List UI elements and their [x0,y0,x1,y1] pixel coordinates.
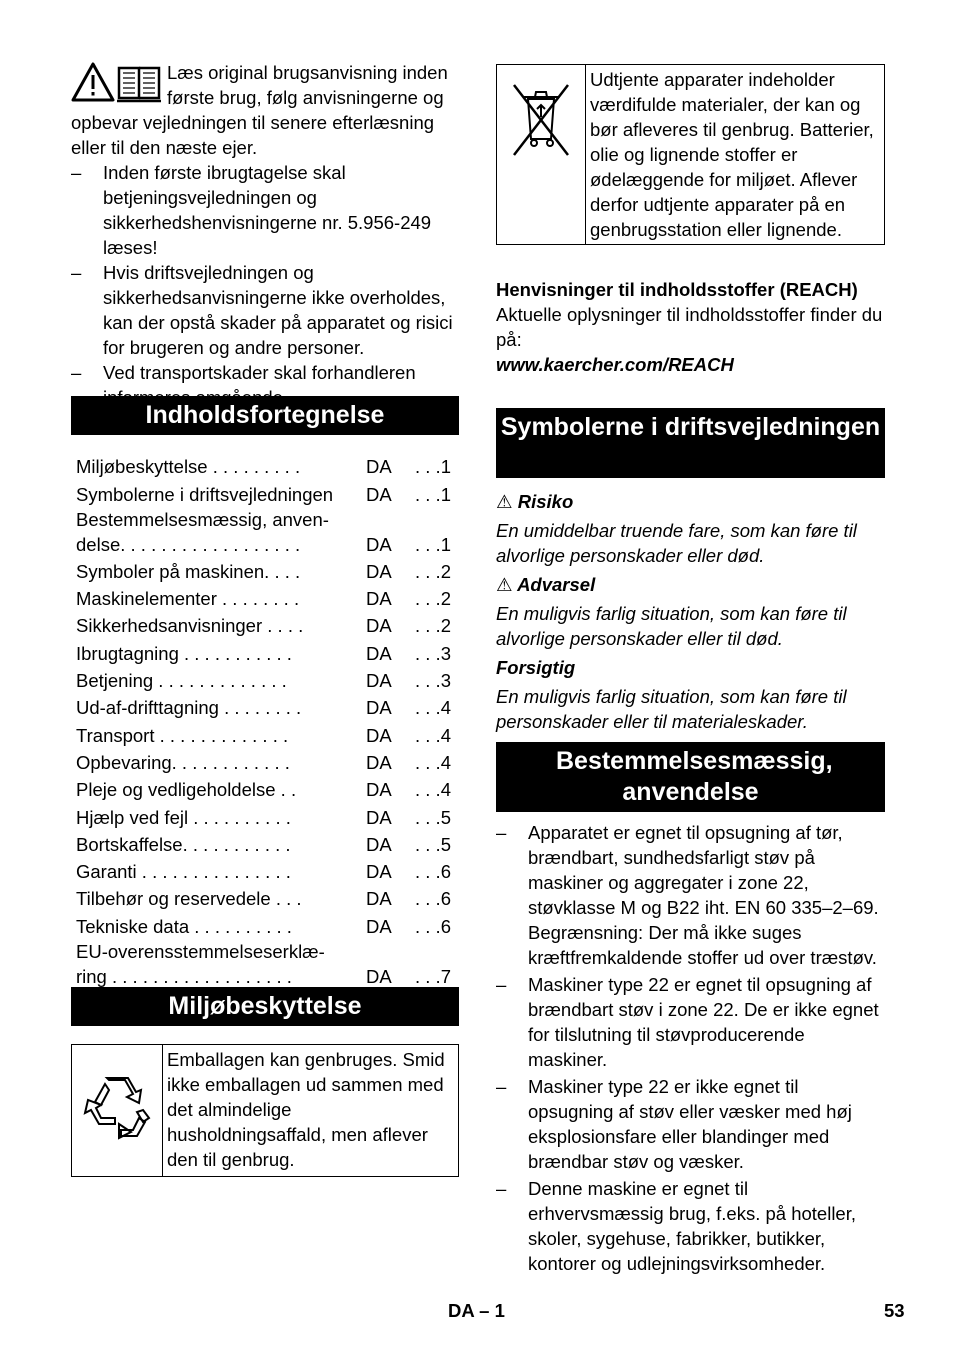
caution-label: Forsigtig [496,657,576,678]
toc-title: Tekniske data . . . . . . . . . . [76,915,292,937]
packaging-text: Emballagen kan genbruges. Smid ikke emballagen ud sammen med det almindelige husholdningsaffald, men aflever den til genbrug. [163,1045,459,1177]
intended-use-list [496,820,885,1276]
list-item: – Maskiner type 22 er egnet til opsugning af brændbart støv i zone 22. De er ikke egnet for tilslutning til støvproducerende maskiner. [496,972,885,1072]
toc-page: . . .1 [415,533,451,555]
list-item: – Apparatet er egnet til opsugning af tør, brændbart, sundhedsfarligt støv på maskiner og aggregater i zone 22, støvklasse M og B22 iht. EN 60 335–2–69. Begrænsning: Der må ikke suges kræftfremkaldende stoffer ud over træstøv. [496,820,885,970]
caution-text: En muligvis farlig situation, som kan føre til personskader eller til materialeskader. [496,686,847,732]
table-of-contents [71,452,459,989]
recycling-icon [79,1070,155,1146]
list-item: – Maskiner type 22 er ikke egnet til opsugning af støv eller væsker med høj eksplosionsfare eller blandinger med brændbar støv og væsker. [496,1074,885,1174]
symbols-heading: Symbolerne i driftsvejledningen [496,408,885,478]
toc-title: Symbolerne i driftsvejledningen [76,483,334,505]
toc-language: DA [366,697,392,719]
toc-title: Bortskaffelse. . . . . . . . . . . [76,833,291,855]
toc-language: DA [366,615,392,637]
toc-page: . . .1 [415,483,451,505]
manual-book-icon [117,68,161,101]
toc-language: DA [366,670,392,692]
toc-title: Betjening . . . . . . . . . . . . . [76,670,287,692]
intro-text: Læs original brugsanvisning inden første brug, følg anvisningerne og opbevar vejledningen til senere efterlæsning eller til den næste ejer. [71,62,448,158]
toc-row [71,668,459,693]
environment-heading: Miljøbeskyttelse [71,987,459,1026]
toc-title: Maskinelementer . . . . . . . . [76,588,300,610]
toc-page: . . .6 [415,861,451,883]
warning-label: Advarsel [517,574,596,595]
toc-page: . . .5 [415,806,451,828]
list-item: – Ved transportskader skal forhandleren [71,360,459,410]
toc-language: DA [366,806,392,828]
risk-label-line [496,489,885,514]
toc-page: . . .2 [415,560,451,582]
risk-text: En umiddelbar truende fare, som kan føre til alvorlige personskader eller død. [496,520,857,566]
toc-row [71,454,459,479]
toc-page: . . .2 [415,615,451,637]
toc-title: Ibrugtagning . . . . . . . . . . . [76,642,292,664]
toc-row [71,695,459,720]
intro-list [71,160,459,410]
toc-page: . . .7 [415,965,451,987]
toc-language: DA [366,915,392,937]
toc-page: . . .4 [415,697,451,719]
symbols-section [496,489,885,734]
list-item: – Hvis driftsvejledningen og sikkerhedsanvisningerne ikke overholdes, kan der opstå skader på apparatet og risici for brugeren og andre personer. [71,260,459,360]
toc-title: Ud-af-drifttagning . . . . . . . . [76,697,302,719]
reach-section [496,277,885,377]
toc-page: . . .5 [415,833,451,855]
crossed-bin-icon [506,77,576,161]
toc-row [71,964,459,989]
list-item: – Inden første ibrugtagelse skal betjeningsvejledningen og sikkerhedshenvisningerne nr. 5.956-249 læses! [71,160,459,260]
toc-language: DA [366,483,392,505]
reach-text: Aktuelle oplysninger til indholdsstoffer finder du på: [496,304,883,350]
page-number: 53 [884,1300,905,1321]
toc-page: . . .4 [415,724,451,746]
toc-language: DA [366,965,392,987]
warning-icon [73,64,113,100]
toc-title: Garanti . . . . . . . . . . . . . . . [76,861,291,883]
toc-language: DA [366,560,392,582]
toc-page: . . .6 [415,915,451,937]
toc-row [71,641,459,666]
toc-title: Pleje og vedligeholdelse . . [76,779,297,801]
recycling-cell [72,1045,163,1177]
disposal-box [496,64,885,245]
toc-language: DA [366,533,392,555]
toc-title: ring . . . . . . . . . . . . . . . . . . [76,965,292,987]
toc-title: Miljøbeskyttelse . . . . . . . . . [76,456,301,478]
toc-title: Transport . . . . . . . . . . . . . [76,724,289,746]
toc-title: Symboler på maskinen. . . . [76,560,301,582]
toc-page: . . .3 [415,670,451,692]
intended-use-section [496,820,885,1276]
toc-title: Bestemmelsesmæssig, anven- [76,508,329,530]
toc-row [71,914,459,939]
toc-language: DA [366,779,392,801]
toc-page: . . .4 [415,751,451,773]
toc-row [71,532,459,557]
toc-heading: Indholdsfortegnelse [71,396,459,435]
toc-language: DA [366,724,392,746]
toc-page: . . .6 [415,888,451,910]
toc-title: Opbevaring. . . . . . . . . . . . [76,751,290,773]
disposal-text: Udtjente apparater indeholder værdifulde materialer, der kan og bør afleveres til genbrug. Batterier, olie og lignende stoffer er ødelæggende for miljøet. Aflever derfor udtjente apparater på en genbrugsstation eller lignende. [586,65,885,245]
toc-language: DA [366,456,392,478]
packaging-box [71,1044,459,1177]
list-item: – Denne maskine er egnet til erhvervsmæssig brug, f.eks. på hoteller, skoler, sygehuse, fabrikker, butikker, kontorer og udlejningsvirksomheder. [496,1176,885,1276]
toc-row [71,859,459,884]
toc-row [71,805,459,830]
toc-page: . . .1 [415,456,451,478]
intro-icons [71,60,163,104]
toc-row [71,777,459,802]
toc-page: . . .2 [415,588,451,610]
toc-page: . . .4 [415,779,451,801]
footer-section-label: DA – 1 [448,1300,505,1321]
toc-title: delse. . . . . . . . . . . . . . . . . . [76,533,301,555]
toc-language: DA [366,861,392,883]
risk-label: Risiko [517,491,574,512]
warning-label-line [496,572,885,597]
intended-use-heading: Bestemmelsesmæssig, anvendelse [496,742,885,812]
warning-text: En muligvis farlig situation, som kan føre til alvorlige personskader eller til død. [496,603,847,649]
toc-title: Tilbehør og reservedele . . . [76,888,302,910]
toc-title: Sikkerhedsanvisninger . . . . [76,615,304,637]
toc-title: Hjælp ved fejl . . . . . . . . . . [76,806,291,828]
toc-row [71,939,459,964]
reach-heading: Henvisninger til indholdsstoffer (REACH) [496,279,858,300]
toc-row [71,750,459,775]
toc-row [71,886,459,911]
reach-link[interactable]: www.kaercher.com/REACH [496,354,734,375]
toc-language: DA [366,888,392,910]
toc-row [71,723,459,748]
toc-row [71,613,459,638]
toc-row [71,559,459,584]
toc-page: . . .3 [415,642,451,664]
toc-language: DA [366,833,392,855]
toc-row [71,832,459,857]
weee-cell [497,65,586,245]
toc-row [71,586,459,611]
toc-row [71,482,459,507]
warning-triangle-icon: ⚠ [496,574,513,595]
toc-title: EU-overensstemmelseserklæ- [76,940,325,962]
warning-triangle-icon: ⚠ [496,491,513,512]
toc-language: DA [366,751,392,773]
toc-row [71,507,459,532]
intro-section [71,60,459,410]
toc-language: DA [366,588,392,610]
toc-language: DA [366,642,392,664]
